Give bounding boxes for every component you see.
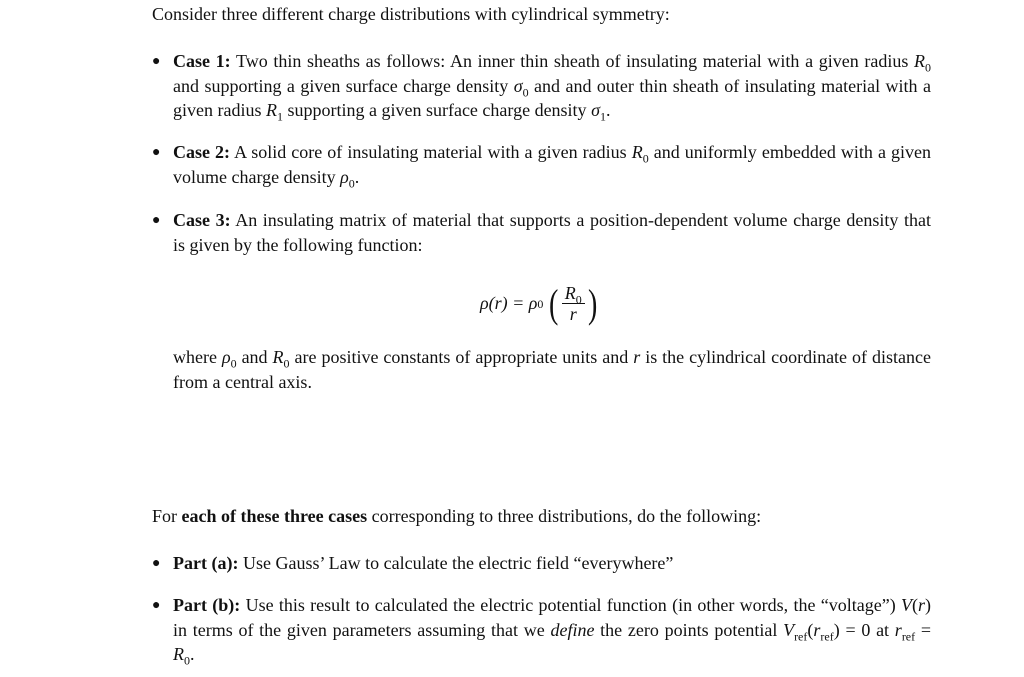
- math-symbol: ρ: [221, 347, 231, 367]
- formula-lhs: ρ(r) = ρ: [480, 293, 538, 314]
- math-symbol: 1: [599, 109, 606, 124]
- math-symbol: R: [631, 142, 643, 162]
- math-symbol: V: [900, 595, 912, 615]
- text-segment: .: [605, 100, 611, 121]
- text-segment: and: [236, 347, 273, 367]
- text-segment: Case 3:: [173, 210, 231, 230]
- math-symbol: r: [813, 619, 821, 640]
- text-segment: where: [173, 347, 222, 367]
- text-segment: Case 2:: [173, 142, 231, 162]
- bullet-icon: ●: [152, 145, 161, 160]
- math-symbol: R: [265, 100, 277, 121]
- math-symbol: ref: [820, 629, 834, 644]
- math-symbol: r: [633, 347, 641, 367]
- formula-numerator-sub: 0: [575, 292, 582, 307]
- formula-numerator: R: [564, 283, 576, 303]
- text-segment: Two thin sheaths as follows: An inner thin sheath of insulating material with a given radius: [230, 51, 914, 71]
- text-segment: define: [550, 619, 595, 640]
- case-1-item: [173, 49, 931, 123]
- text-segment: are positive constants of appropriate units and: [289, 347, 634, 367]
- text-segment: and supporting a given surface charge density: [173, 75, 514, 96]
- math-symbol: r: [917, 595, 925, 615]
- text-segment: each of these three cases: [181, 506, 368, 526]
- bullet-icon: ●: [152, 213, 161, 228]
- part-a-item: [173, 551, 931, 576]
- math-symbol: 0: [230, 356, 237, 371]
- math-symbol: 0: [924, 60, 931, 75]
- text-segment: =: [915, 619, 932, 640]
- formula-denominator: r: [569, 304, 577, 324]
- case-3-where-text: [173, 345, 931, 394]
- text-segment: the zero points potential: [594, 619, 784, 640]
- text-segment: Use Gauss’ Law to calculate the electric field “everywhere”: [238, 553, 674, 573]
- math-symbol: ρ: [340, 166, 349, 187]
- text-segment: ) = 0 at: [833, 619, 895, 640]
- math-symbol: σ: [591, 100, 600, 121]
- math-symbol: 0: [642, 151, 649, 166]
- text-segment: is the cylindrical coordinate of distance from a central axis.: [173, 347, 931, 392]
- text-segment: For: [152, 506, 182, 526]
- math-symbol: 0: [283, 356, 290, 371]
- instruction-text: [152, 504, 952, 529]
- bullet-icon: ●: [152, 598, 161, 613]
- intro-text: [152, 2, 952, 27]
- math-symbol: ref: [794, 629, 808, 644]
- text-segment: (: [807, 619, 814, 640]
- formula-fraction: [562, 283, 585, 324]
- math-symbol: 0: [348, 176, 355, 191]
- text-segment: (: [911, 595, 918, 615]
- case-3-item: [173, 208, 931, 257]
- math-symbol: V: [783, 619, 795, 640]
- math-symbol: R: [173, 644, 184, 665]
- text-segment: An insulating matrix of material that supports a position-dependent volume charge density that is given by the following function:: [173, 210, 931, 255]
- math-symbol: R: [913, 51, 925, 71]
- text-segment: corresponding to three distributions, do the following:: [367, 506, 762, 526]
- math-symbol: 1: [276, 109, 283, 124]
- math-symbol: 0: [184, 653, 190, 668]
- text-segment: A solid core of insulating material with a given radius: [230, 142, 632, 162]
- text-segment: ) in terms of the given parameters assuming that we: [173, 595, 931, 640]
- bullet-icon: ●: [152, 54, 161, 69]
- text-segment: Consider three different charge distributions with cylindrical symmetry:: [152, 4, 670, 24]
- text-segment: .: [190, 644, 195, 665]
- text-segment: Part (b):: [173, 595, 241, 615]
- text-segment: and and outer thin sheath of insulating material with a given radius: [173, 75, 931, 121]
- text-segment: Part (a):: [173, 553, 239, 573]
- math-symbol: R: [272, 347, 284, 367]
- text-segment: supporting a given surface charge density: [282, 100, 592, 121]
- math-symbol: r: [894, 619, 902, 640]
- bullet-icon: ●: [152, 556, 161, 571]
- charge-density-formula: ρ(r) = ρ 0 ( $\frac{R_0}{r}$ ): [480, 280, 598, 326]
- text-segment: and uniformly embedded with a given volume charge density: [173, 142, 931, 187]
- math-symbol: σ: [513, 75, 523, 96]
- text-segment: .: [354, 166, 360, 187]
- math-symbol: ref: [901, 629, 916, 644]
- case-2-item: [173, 140, 931, 189]
- text-segment: Use this result to calculated the electric potential function (in other words, the “voltage”): [240, 595, 901, 615]
- part-b-item: [173, 593, 931, 667]
- math-symbol: 0: [522, 85, 529, 100]
- text-segment: Case 1:: [173, 51, 231, 71]
